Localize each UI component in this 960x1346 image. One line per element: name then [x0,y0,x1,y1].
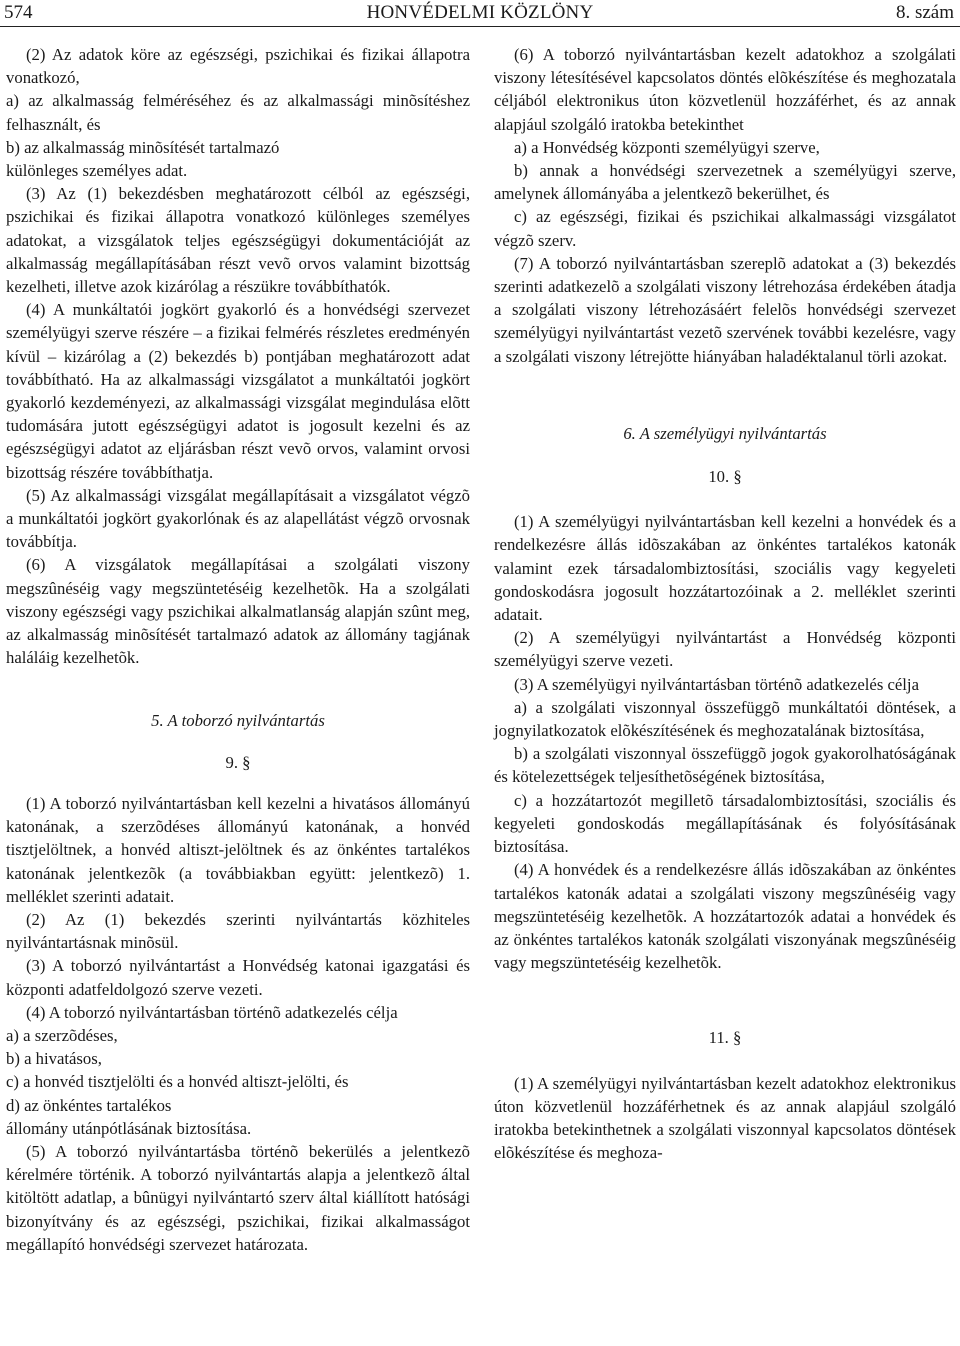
list-item: c) a honvéd tisztjelölti és a honvéd altiszt-jelölti, és [6,1072,349,1092]
list-item: c) az egészségi, fizikai és pszichikai alkalmassági vizsgálatot végzõ szerv. [494,207,956,250]
paragraph: (4) A munkáltatói jogkört gyakorló és a honvédségi szervezet személyügyi szerve részére – a fizikai felmérés részletes eredményén kívül – kizárólag a (2) bekezdés b) pontjában meghatározott adat továbbítható. Ha az alkalmassági vizsgálatot a munkáltatói jogkört gyakorló kezdeményezi, az alkalmassági vizsgálat megindulása elõtt tudomására jutott egészségügyi adatot is jogosult kezelni és az egészségügyi adatot az eljárásban részt vevõ orvos, valamint orvosi bizottság részére továbbíthatja. [6,300,470,482]
paragraph: (6) A vizsgálatok megállapításai a szolgálati viszony megszûnéséig vagy megszüntetéséig kezelhetõk. Ha a szolgálati viszony egészségi vagy pszichikai alkalmatlanság alapján szûnt meg, az alkalmasság minõsítését tartalmazó adatok az állomány tagjának haláláig kezelhetõk. [6,555,470,668]
section-number: 11. § [708,1028,742,1048]
list-item: b) annak a honvédségi szervezetnek a személyügyi szerve, amelynek állományába a jelentkezõ bekerülhet, és [494,161,956,204]
paragraph: (3) A személyügyi nyilvántartásban történõ adatkezelés célja [514,674,919,694]
list-item: a) az alkalmasság felméréséhez és az alkalmassági minõsítéshez felhasznált, és [6,91,470,134]
list-item: d) az önkéntes tartalékos [6,1095,172,1115]
paragraph: (4) A toborzó nyilvántartásban történõ adatkezelés célja [26,1002,398,1022]
list-item: a) a Honvédség központi személyügyi szerve, [514,137,820,157]
page-header [0,0,960,27]
paragraph: állomány utánpótlásának biztosítása. [6,1118,252,1138]
issue-number: 8. szám [895,2,954,23]
paragraph: (7) A toborzó nyilvántartásban szereplõ adatokat a (3) bekezdés szerinti adatkezelõ a szolgálati viszony létrehozása érdekében átadja a szolgálati viszony létrehozásáért felelõs honvédségi szervezet személyügyi nyilvántartást vezetõ szervének további kezelésre, vagy a szolgálati viszony létrejötte hiányában haladéktalanul törli azokat. [494,253,956,366]
list-item: b) az alkalmasság minõsítését tartalmazó [6,137,280,157]
section-heading: 5. A toborzó nyilvántartás [151,711,325,731]
paragraph: (1) A személyügyi nyilvántartásban kell kezelni a honvédek és a rendelkezésre állás idõszakában az önkéntes tartalékos katonák valamint ezek társadalombiztosítási, szociális vagy kegyeleti gondoskodásra jogosult hozzátartozóinak a 2. melléklet szerinti adatait. [494,512,956,625]
section-heading: 6. A személyügyi nyilvántartás [623,423,827,443]
paragraph: (2) Az (1) bekezdés szerinti nyilvántartás közhiteles nyilvántartásnak minõsül. [6,909,470,953]
paragraph: (4) A honvédek és a rendelkezésre állás idõszakában az önkéntes tartalékos katonák adatai a szolgálati viszony megszûnéséig vagy megszüntetéséig kezelhetõk. A hozzátartozók adatai a honvédek és az önkéntes tartalékos katonák szolgálati viszonyának megszûnéséig vagy megszüntetéséig kezelhetõk. [494,860,956,973]
section-number: 9. § [225,752,251,772]
list-item: b) a hivatásos, [6,1049,102,1069]
paragraph: (1) A személyügyi nyilvántartásban kezelt adatokhoz elektronikus úton közvetlenül hozzáférhetnek és az annak alapjául szolgáló iratokba betekinthetnek a szolgálati viszonnyal kapcsolatos döntések elõkészítése és meghoza- [494,1073,956,1163]
right-column [494,43,956,1164]
paragraph: (3) A toborzó nyilvántartást a Honvédség katonai igazgatási és központi adatfeldolgozó szerve vezeti. [6,956,470,999]
page-number: 574 [4,2,33,23]
section-number: 10. § [708,467,742,487]
list-item: b) a szolgálati viszonnyal összefüggõ jogok gyakorolhatóságának és kötelezettségek teljesíthetõségének biztosítása, [494,744,956,787]
paragraph: (5) A toborzó nyilvántartásba történõ bekerülés a jelentkezõ kérelmére történik. A toborzó nyilvántartás alapja a jelentkezõ által kitöltött adatlap, a bûnügyi nyilvántartó szerv által kiállított hatósági bizonyítvány és az egészségi, pszichikai, fizikai alkalmasságot megállapító honvédségi szervezet határozata. [6,1141,470,1254]
paragraph: (5) Az alkalmassági vizsgálat megállapításait a vizsgálatot végzõ a munkáltatói jogkört gyakorlónak és az alapellátást végzõ orvosnak továbbítja. [6,485,470,552]
paragraph: különleges személyes adat. [6,161,188,181]
left-column [6,43,470,1256]
paragraph: (1) A toborzó nyilvántartásban kell kezelni a hivatásos állományú katonának, a szerzõdéses állományú katonának, a honvéd tisztjelöltnek, a honvéd altiszt-jelöltnek és az önkéntes tartalékos katonának jelentkezõk (a továbbiakban együtt: jelentkezõ) 1. melléklet szerinti adatait. [6,793,470,906]
paragraph: (3) Az (1) bekezdésben meghatározott célból az egészségi, pszichikai és fizikai állapotra vonatkozó különleges személyes adatokat, a vizsgálatok teljes egészségügyi dokumentációját az alkalmasság megállapításában részt vevõ orvos valamint bizottság kezelheti, illetve azok kizárólag a részükre továbbíthatók. [6,184,470,297]
paragraph: (6) A toborzó nyilvántartásban kezelt adatokhoz a szolgálati viszony létesítésével kapcsolatos döntés elõkészítése és meghozatala céljából elektronikus úton közvetlenül hozzáférhet, és az annak alapjául szolgáló iratokba betekinthet [494,45,956,134]
list-item: a) a szerzõdéses, [6,1025,118,1045]
paragraph: (2) A személyügyi nyilvántartást a Honvédség központi személyügyi szerve vezeti. [494,628,956,671]
paragraph: (2) Az adatok köre az egészségi, pszichikai és fizikai állapotra vonatkozó, [6,45,470,88]
journal-title: HONVÉDELMI KÖZLÖNY [366,2,594,23]
list-item: a) a szolgálati viszonnyal összefüggõ munkáltatói döntések, a jognyilatkozatok elõkészítésének és meghozatalának biztosítása, [494,697,956,741]
list-item: c) a hozzátartozót megilletõ társadalombiztosítási, szociális és kegyeleti gondoskodás megállapításának és folyósításának biztosítása. [494,790,956,857]
